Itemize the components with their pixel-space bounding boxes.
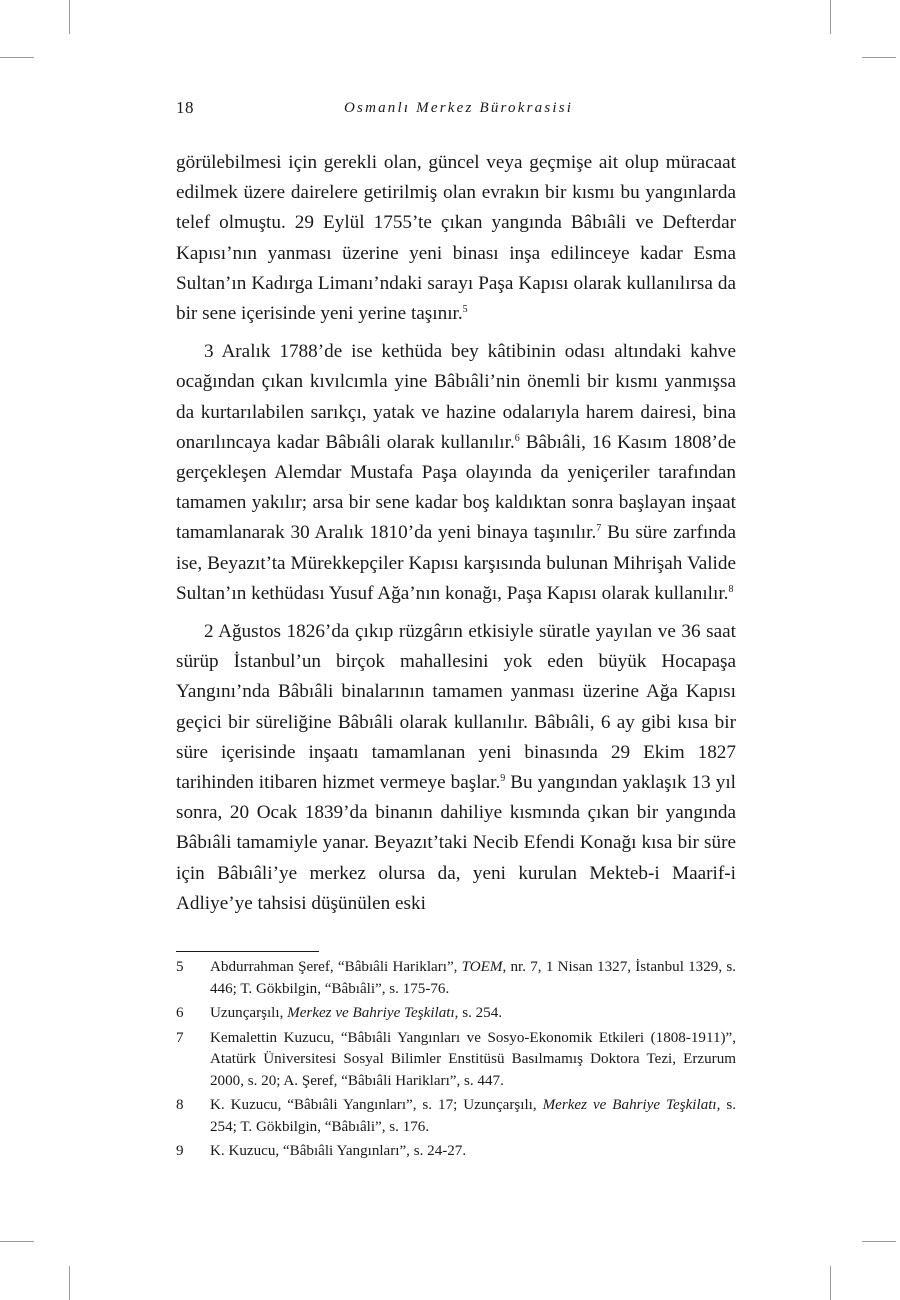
crop-mark-bottom-right-h: [862, 1241, 896, 1242]
footnote-ref-9[interactable]: 9: [500, 773, 506, 785]
footnote-6: [176, 1003, 736, 1025]
footnote-text: K. Kuzucu, “Bâbıâli Yangınları”, s. 24-27.: [210, 1143, 467, 1159]
running-title: Osmanlı Merkez Bürokrasisi: [344, 100, 574, 116]
body-text: [176, 148, 736, 927]
footnote-divider: [176, 951, 319, 952]
footnote-number: 6: [176, 1005, 184, 1021]
crop-mark-bottom-right: [830, 1266, 831, 1300]
crop-mark-top-left-h: [0, 57, 34, 58]
footnote-8: [176, 1095, 736, 1138]
crop-mark-top-right: [830, 0, 831, 34]
footnote-text: Kemalettin Kuzucu, “Bâbıâli Yangınları ve Sosyo-Ekonomik Etkileri (1808-1911)”, Atatürk Üniversitesi Sosyal Bilimler Enstitüsü Basılmamış Doktora Tezi, Erzurum 2000, s. 20; A. Şeref, “Bâbıâli Harikları”, s. 447.: [210, 1029, 736, 1089]
footnote-ref-8[interactable]: 8: [728, 583, 734, 595]
footnote-9: [176, 1141, 736, 1163]
footnote-5: [176, 957, 736, 1000]
footnote-ref-7[interactable]: 7: [596, 523, 602, 535]
crop-mark-bottom-left-h: [0, 1241, 34, 1242]
crop-mark-top-right-h: [862, 57, 896, 58]
footnotes: [176, 957, 736, 1166]
footnote-number: 5: [176, 959, 184, 975]
footnote-text: Abdurrahman Şeref, “Bâbıâli Harikları”, TOEM, nr. 7, 1 Nisan 1327, İstanbul 1329, s. 446; T. Gökbilgin, “Bâbıâli”, s. 175-76.: [210, 959, 736, 997]
paragraph-3: 2 Ağustos 1826’da çıkıp rüzgârın etkisiyle süratle yayılan ve 36 saat sürüp İstanbul’un birçok mahallesini yok eden büyük Hocapaşa Yangını’nda Bâbıâli binalarının tamamen yanması üzerine Ağa Kapısı geçici bir süreliğine Bâbıâli olarak kullanılır. Bâbıâli, 6 ay gibi kısa bir süre içerisinde inşaatı tamamlanan yeni binasında 29 Ekim 1827 tarihinden itibaren hizmet vermeye başlar.$^9$ Bu yangından yaklaşık 13 yıl sonra, 20 Ocak 1839’da binanın dahiliye kısmında çıkan bir yangında Bâbıâli tamamiyle yanar. Beyazıt’taki Necib Efendi Konağı kısa bir süre için Bâbıâli’ye merkez olursa da, yeni kurulan Mekteb-i Maarif-i Adliye’ye tahsisi düşünülen eski: [176, 621, 736, 914]
footnote-number: 8: [176, 1097, 184, 1113]
footnote-ref-6[interactable]: 6: [514, 432, 520, 444]
crop-mark-top-left: [69, 0, 70, 34]
footnote-text: Uzunçarşılı, Merkez ve Bahriye Teşkilatı, s. 254.: [210, 1005, 503, 1021]
footnote-text: K. Kuzucu, “Bâbıâli Yangınları”, s. 17; Uzunçarşılı, Merkez ve Bahriye Teşkilatı, s. 254; T. Gökbilgin, “Bâbıâli”, s. 176.: [210, 1097, 737, 1135]
footnote-7: [176, 1028, 736, 1093]
footnote-number: 7: [176, 1029, 184, 1046]
footnote-number: 9: [176, 1143, 184, 1159]
crop-mark-bottom-left: [69, 1266, 70, 1300]
paragraph-1: görülebilmesi için gerekli olan, güncel veya geçmişe ait olup müracaat edilmek üzere dairelere getirilmiş olan evrakın bir kısmı bu yangınlarda telef olmuştu. 29 Eylül 1755’te çıkan yangında Bâbıâli ve Defterdar Kapısı’nın yanması üzerine yeni binası inşa edilinceye kadar Esma Sultan’ın Kadırga Limanı’ndaki sarayı Paşa Kapısı olarak kullanılırsa da bir sene içerisinde yeni yerine taşınır.$^5$: [176, 152, 736, 325]
page-number: 18: [176, 98, 194, 117]
footnote-ref-5[interactable]: 5: [462, 304, 468, 316]
paragraph-2: 3 Aralık 1788’de ise kethüda bey kâtibinin odası altındaki kahve ocağından çıkan kıvılcımla yine Bâbıâli’nin önemli bir kısmı yanmışsa da kurtarılabilen sarıkçı, yatak ve hazine odalarıyla harem dairesi, bina onarılıncaya kadar Bâbıâli olarak kullanılır.$^6$ Bâbıâli, 16 Kasım 1808’de gerçekleşen Alemdar Mustafa Paşa olayında da yeniçeriler tarafından tamamen yakılır; arsa bir sene kadar boş kaldıktan sonra başlayan inşaat tamamlanarak 30 Aralık 1810’da yeni binaya taşınılır.$^7$ Bu süre zarfında ise, Beyazıt’ta Mürekkepçiler Kapısı karşısında bulunan Mihrişah Valide Sultan’ın kethüdası Yusuf Ağa’nın konağı, Paşa Kapısı olarak kullanılır.$^8$: [176, 341, 736, 604]
